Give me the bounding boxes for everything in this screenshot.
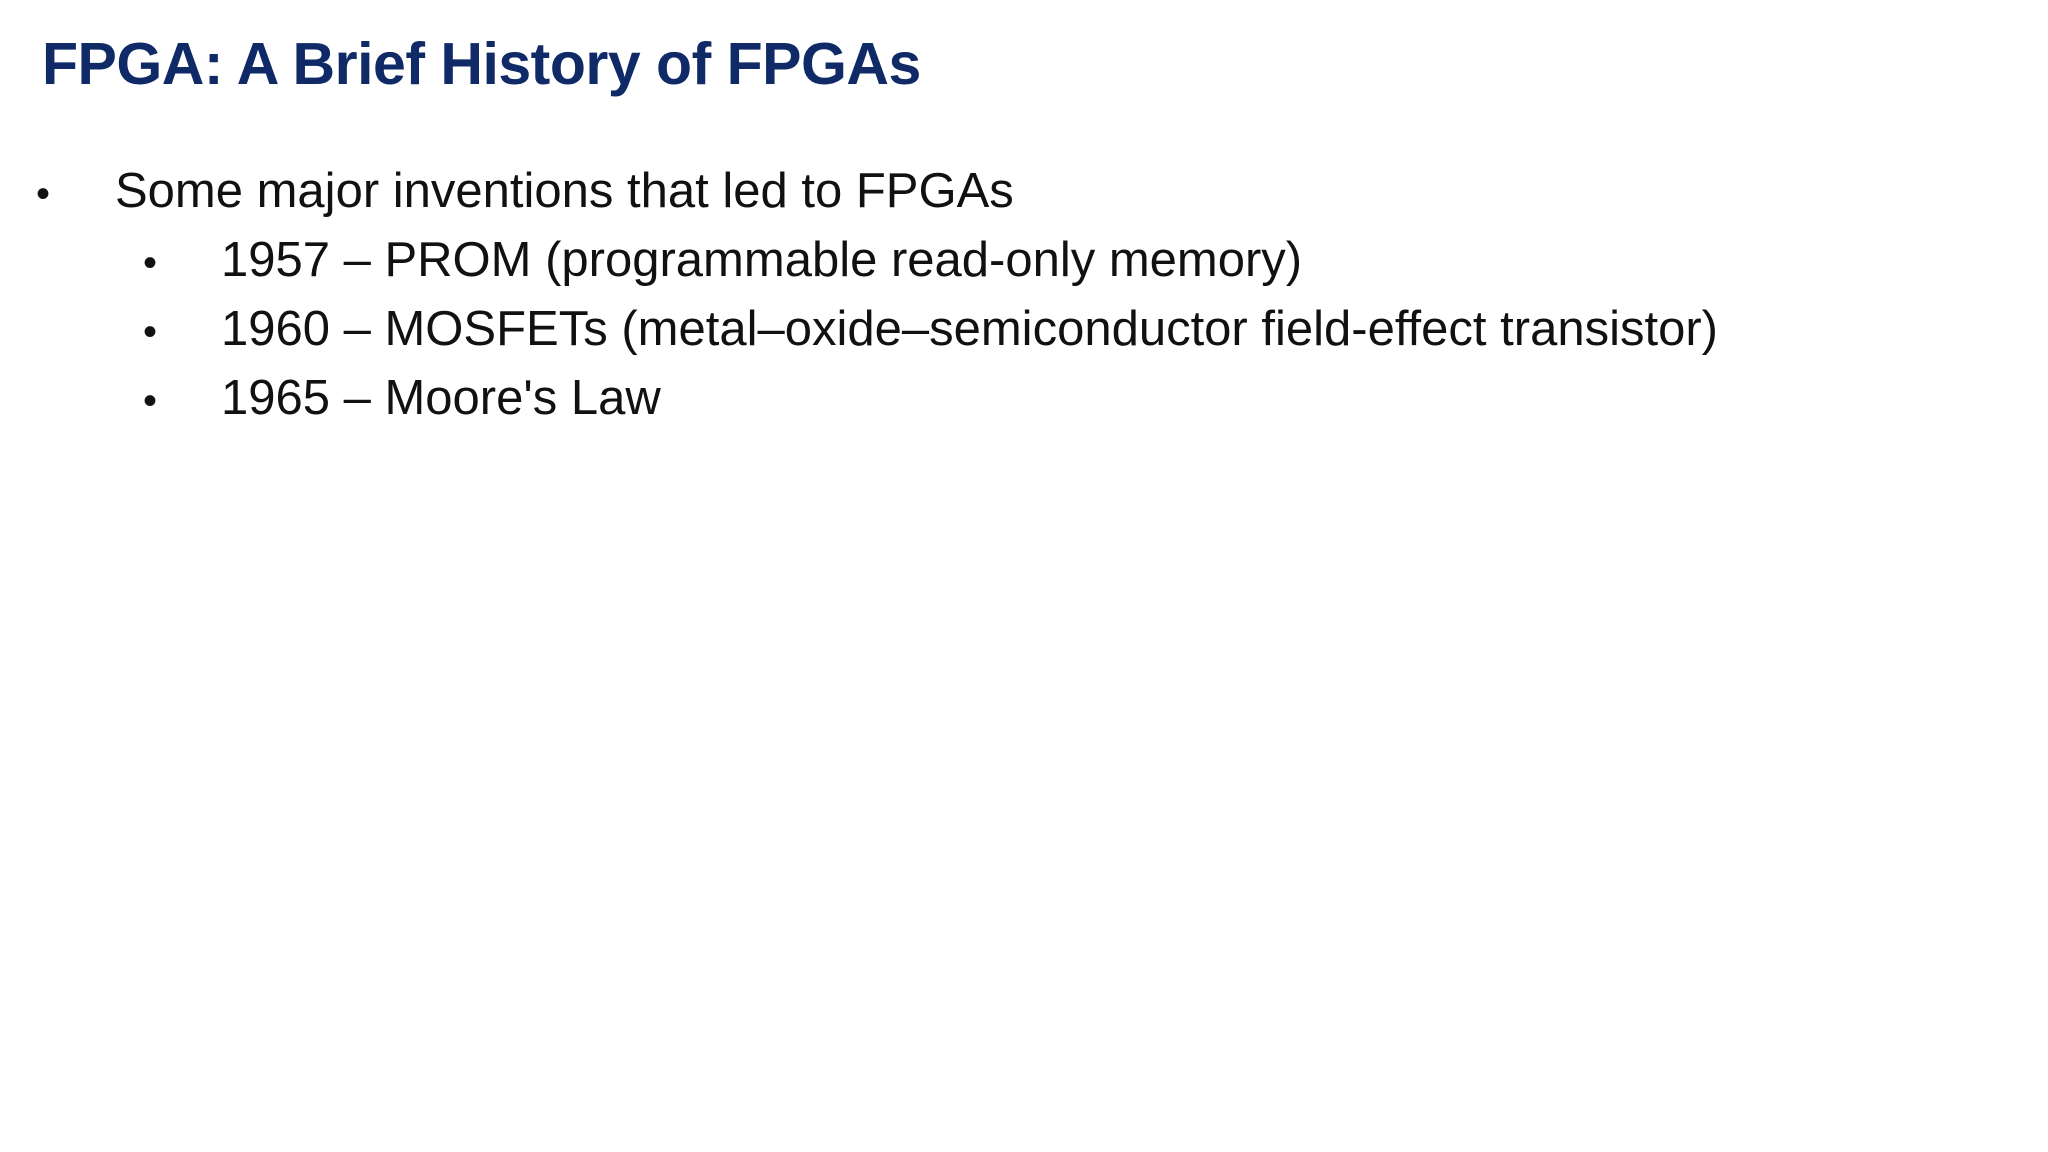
sub-list-item-text: 1960 – MOSFETs (metal–oxide–semiconductor field-effect transistor)	[221, 302, 1718, 356]
sub-list-item	[143, 301, 1718, 357]
sub-list-item-text: 1965 – Moore's Law	[221, 371, 661, 425]
list-item-text: Some major inventions that led to FPGAs	[115, 164, 1014, 218]
list-item	[36, 163, 1014, 219]
bullet-icon: •	[143, 241, 158, 285]
bullet-icon: •	[36, 172, 51, 216]
slide-title: FPGA: A Brief History of FPGAs	[42, 31, 921, 97]
sub-list-item	[143, 370, 661, 426]
sub-list-item	[143, 232, 1302, 288]
bullet-icon: •	[143, 310, 158, 354]
sub-list-item-text: 1957 – PROM (programmable read-only memory)	[221, 233, 1303, 287]
bullet-icon: •	[143, 379, 158, 423]
